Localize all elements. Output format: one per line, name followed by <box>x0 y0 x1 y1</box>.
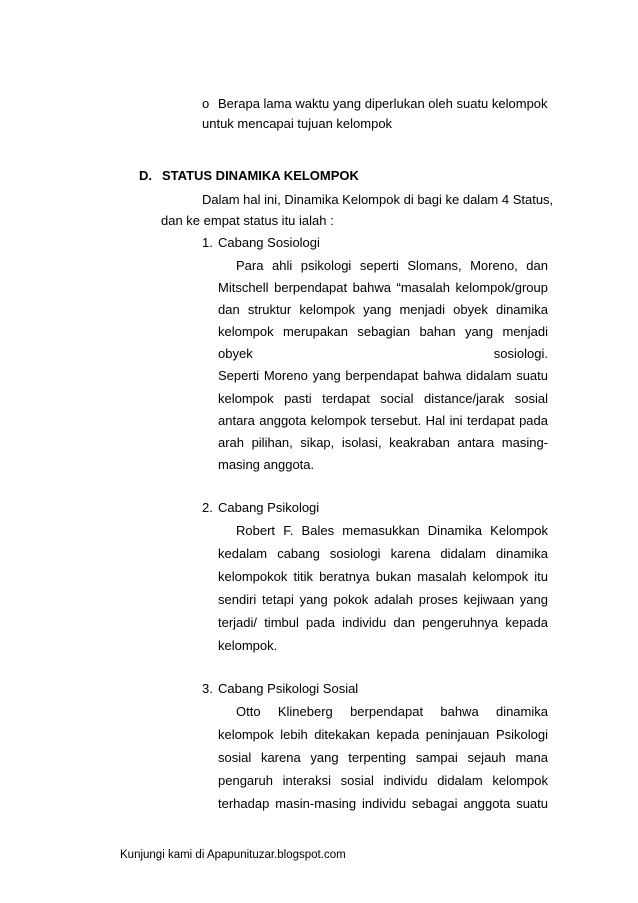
item-2-line-3: kelompokok titik beratnya bukan masalah kelompok itu <box>218 569 548 584</box>
item-3-line-5: terhadap masin-masing individu sebagai anggota suatu <box>218 796 548 811</box>
item-2-line-1: Robert F. Bales memasukkan Dinamika Kelompok <box>236 523 548 538</box>
item-2-heading: Cabang Psikologi <box>218 500 320 515</box>
item-3-line-1: Otto Klineberg berpendapat bahwa dinamika <box>236 704 548 719</box>
item-1-line-5a: obyek <box>218 346 253 361</box>
section-title: STATUS DINAMIKA KELOMPOK <box>162 168 359 183</box>
item-3-line-2: kelompok lebih ditekakan kepada peninjauan Psikologi <box>218 727 548 742</box>
section-intro-line-2: dan ke empat status itu ialah : <box>161 213 334 228</box>
section-letter: D. <box>139 168 152 183</box>
item-1-line-6: Seperti Moreno yang berpendapat bahwa didalam suatu <box>218 368 548 383</box>
item-2-line-2: kedalam cabang sosiologi karena didalam dinamika <box>218 546 548 561</box>
item-3-line-4: pengaruh interaksi sosial individu didalam kelompok <box>218 773 548 788</box>
item-1-line-8: antara anggota kelompok tersebut. Hal ini terdapat pada <box>218 413 548 428</box>
item-1-number: 1. <box>202 235 213 250</box>
item-1-line-4: kelompok merupakan sebagian bahan yang menjadi <box>218 324 548 339</box>
bullet-text-line-1: Berapa lama waktu yang diperlukan oleh suatu kelompok <box>218 96 548 111</box>
item-1-line-7: kelompok pasti terdapat social distance/jarak sosial <box>218 391 548 406</box>
item-2-line-4: sendiri tetapi yang pokok adalah proses kejiwaan yang <box>218 592 548 607</box>
item-1-line-2: Mitschell berpendapat bahwa “masalah kelompok/group <box>218 280 548 295</box>
section-intro-line-1: Dalam hal ini, Dinamika Kelompok di bagi ke dalam 4 Status, <box>202 192 554 207</box>
item-1-line-9: arah pilihan, sikap, isolasi, keakraban antara masing- <box>218 435 548 450</box>
item-3-line-3: sosial karena yang terpenting sampai sejauh mana <box>218 750 548 765</box>
item-2-line-5: terjadi/ timbul pada individu dan pengeruhnya kepada <box>218 615 548 630</box>
item-3-heading: Cabang Psikologi Sosial <box>218 681 359 696</box>
item-2-line-6: kelompok. <box>218 638 278 653</box>
item-3-number: 3. <box>202 681 213 696</box>
bullet-marker: o <box>202 96 210 111</box>
item-1-heading: Cabang Sosiologi <box>218 235 320 250</box>
item-1-line-3: dan struktur kelompok yang menjadi obyek dinamika <box>218 302 548 317</box>
bullet-text-line-2: untuk mencapai tujuan kelompok <box>202 116 393 131</box>
item-1-line-5b: sosiologi. <box>493 346 548 361</box>
page-footer: Kunjungi kami di Apapunituzar.blogspot.com <box>120 849 346 861</box>
item-2-number: 2. <box>202 500 213 515</box>
item-1-line-10: masing anggota. <box>218 457 315 472</box>
item-1-line-1: Para ahli psikologi seperti Slomans, Moreno, dan <box>236 258 548 273</box>
